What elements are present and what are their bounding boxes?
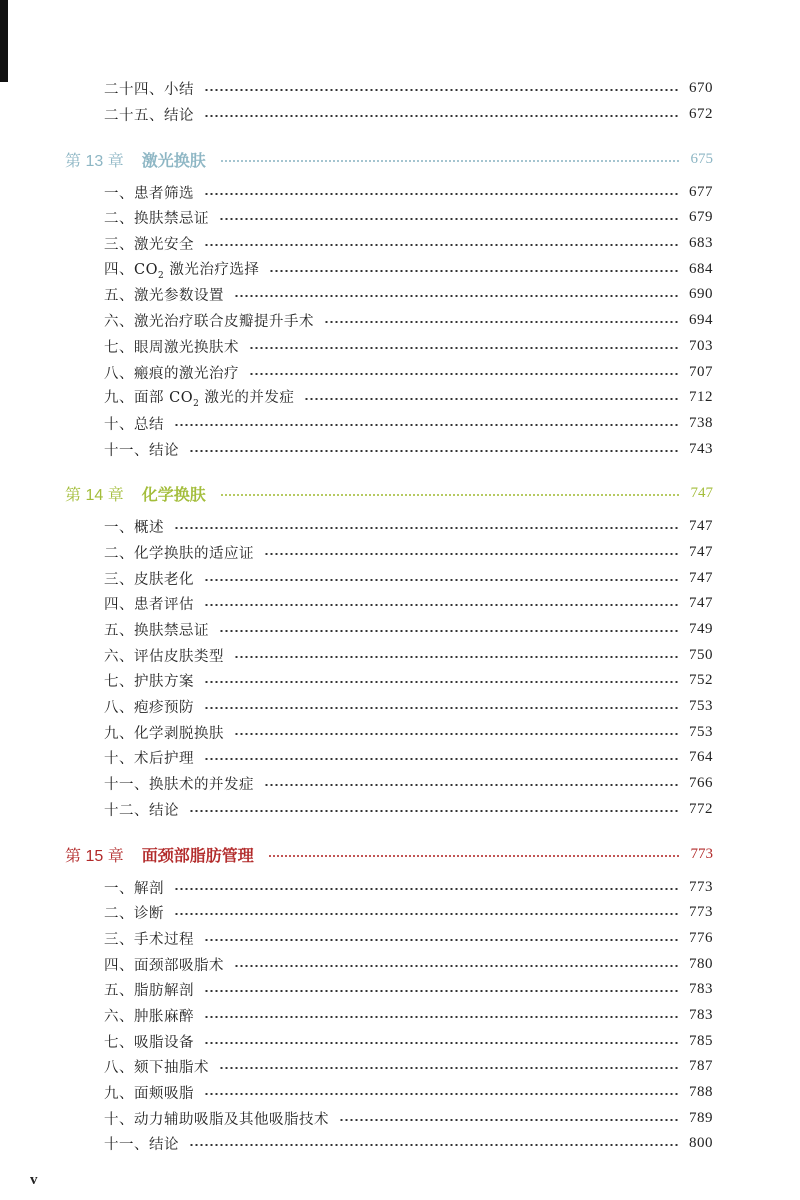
- toc-entry[interactable]: [104, 771, 713, 797]
- toc-entry-label: 五、换肤禁忌证: [104, 623, 209, 640]
- toc-entry-page: 683: [689, 235, 713, 252]
- dot-leader: [269, 270, 679, 272]
- toc-entry[interactable]: [104, 926, 713, 952]
- toc-entry-page: 788: [689, 1084, 713, 1101]
- toc-entry-label: 二、换肤禁忌证: [104, 211, 209, 228]
- toc-entry-label: 十、总结: [104, 416, 164, 433]
- chapter-title: 面颈部脂肪管理: [141, 845, 254, 865]
- toc-entry[interactable]: [104, 385, 713, 411]
- toc-entry[interactable]: [104, 977, 713, 1003]
- dot-leader: [189, 1144, 679, 1146]
- toc-entry[interactable]: [104, 411, 713, 437]
- toc-entry[interactable]: [104, 617, 713, 643]
- toc-entry-page: 764: [689, 749, 713, 766]
- toc-entry-page: 787: [689, 1058, 713, 1075]
- toc-entry-page: 747: [689, 543, 713, 560]
- toc-entry-page: 785: [689, 1032, 713, 1049]
- dot-leader: [204, 990, 679, 992]
- table-of-contents: [0, 76, 800, 1157]
- dot-leader: [264, 553, 679, 555]
- dot-leader: [174, 424, 679, 426]
- dot-leader: [264, 784, 679, 786]
- dot-leader: [249, 347, 679, 349]
- toc-entry-page: 747: [689, 569, 713, 586]
- toc-entry[interactable]: [104, 1028, 713, 1054]
- dot-leader: [204, 707, 679, 709]
- dot-leader: [204, 89, 679, 91]
- toc-entry[interactable]: [104, 256, 713, 282]
- dot-leader: [189, 450, 679, 452]
- toc-entry[interactable]: [104, 205, 713, 231]
- toc-entry-label: 二十五、结论: [104, 108, 194, 125]
- subscript: 2: [193, 399, 200, 410]
- toc-entry[interactable]: [104, 514, 713, 540]
- toc-entry-label: 五、激光参数设置: [104, 288, 224, 305]
- dot-leader: [234, 295, 679, 297]
- toc-entry-page: 743: [689, 440, 713, 457]
- dot-leader: [324, 321, 679, 323]
- toc-entry[interactable]: [104, 1131, 713, 1157]
- dot-leader: [204, 115, 679, 117]
- dot-leader: [219, 630, 679, 632]
- toc-entry[interactable]: [104, 231, 713, 257]
- toc-entry-page: 684: [689, 260, 713, 277]
- toc-entry[interactable]: [104, 951, 713, 977]
- chapter-number: 第 14 章: [65, 487, 124, 505]
- chapter-heading[interactable]: [65, 840, 713, 868]
- toc-entry[interactable]: [104, 874, 713, 900]
- toc-entry[interactable]: [104, 436, 713, 462]
- toc-entry-label: 九、面部 $CO_2$ 激光的并发症: [104, 390, 295, 410]
- toc-entry-label: 二、诊断: [104, 906, 164, 923]
- dot-leader: [219, 218, 679, 220]
- toc-entry[interactable]: [104, 282, 713, 308]
- subscript: 2: [157, 270, 165, 281]
- toc-entry-label: 十一、换肤术的并发症: [104, 777, 254, 794]
- toc-entry-label: 七、眼周激光换肤术: [104, 339, 239, 356]
- chapter-dot-leader: [220, 494, 681, 496]
- dot-leader: [204, 1093, 679, 1095]
- toc-entry[interactable]: [104, 179, 713, 205]
- toc-entry-page: 776: [689, 929, 713, 946]
- dot-leader: [204, 1042, 679, 1044]
- toc-entry-label: 七、护肤方案: [104, 674, 194, 691]
- dot-leader: [189, 810, 679, 812]
- dot-leader: [219, 1067, 679, 1069]
- toc-entry[interactable]: [104, 102, 713, 128]
- toc-entry-label: 八、瘢痕的激光治疗: [104, 365, 239, 382]
- toc-entry[interactable]: [104, 359, 713, 385]
- toc-entry-page: 800: [689, 1135, 713, 1152]
- toc-entry[interactable]: [104, 1080, 713, 1106]
- toc-entry-page: 747: [689, 595, 713, 612]
- page-edge-bar: [0, 0, 8, 82]
- dot-leader: [304, 398, 679, 400]
- toc-entry-label: 六、肿胀麻醉: [104, 1008, 194, 1025]
- toc-entry[interactable]: [104, 540, 713, 566]
- toc-entry-label: 十、动力辅助吸脂及其他吸脂技术: [104, 1111, 329, 1128]
- dot-leader: [204, 758, 679, 760]
- dot-leader: [339, 1119, 679, 1121]
- dot-leader: [204, 244, 679, 246]
- toc-entry-label: 六、评估皮肤类型: [104, 648, 224, 665]
- toc-entry-label: 七、吸脂设备: [104, 1034, 194, 1051]
- toc-entry-label: 十、术后护理: [104, 751, 194, 768]
- toc-entry-label: 九、化学剥脱换肤: [104, 725, 224, 742]
- toc-entry-label: 四、患者评估: [104, 597, 194, 614]
- toc-entry[interactable]: [104, 76, 713, 102]
- chapter-dot-leader: [220, 160, 681, 162]
- dot-leader: [204, 939, 679, 941]
- toc-entry-page: 690: [689, 286, 713, 303]
- toc-entry[interactable]: [104, 642, 713, 668]
- toc-entry-page: 783: [689, 1006, 713, 1023]
- chapter-page: 675: [690, 150, 713, 167]
- toc-entry-page: 749: [689, 621, 713, 638]
- dot-leader: [204, 604, 679, 606]
- chapter-title: 激光换肤: [141, 150, 206, 170]
- toc-entry-label: 一、概述: [104, 520, 164, 537]
- toc-entry-label: 二、化学换肤的适应证: [104, 545, 254, 562]
- toc-entry-page: 712: [689, 389, 713, 406]
- dot-leader: [204, 1016, 679, 1018]
- dot-leader: [234, 656, 679, 658]
- toc-entry-page: 703: [689, 337, 713, 354]
- toc-entry-page: 752: [689, 672, 713, 689]
- toc-entry-page: 772: [689, 800, 713, 817]
- toc-entry-label: 九、面颊吸脂: [104, 1086, 194, 1103]
- toc-entry[interactable]: [104, 745, 713, 771]
- chapter-number: 第 15 章: [65, 847, 124, 865]
- dot-leader: [204, 579, 679, 581]
- toc-entry-page: 679: [689, 209, 713, 226]
- toc-entry-page: 773: [689, 878, 713, 895]
- toc-entry-label: 二十四、小结: [104, 82, 194, 99]
- toc-entry-page: 677: [689, 183, 713, 200]
- toc-entry-label: 十一、结论: [104, 1137, 179, 1154]
- toc-entry-label: 四、$CO_2$ 激光治疗选择: [104, 261, 260, 281]
- toc-entry[interactable]: [104, 1054, 713, 1080]
- toc-entry-page: 670: [689, 80, 713, 97]
- toc-entry-label: 十二、结论: [104, 802, 179, 819]
- toc-entry-label: 三、手术过程: [104, 931, 194, 948]
- toc-entry-label: 八、颏下抽脂术: [104, 1060, 209, 1077]
- toc-entry-page: 672: [689, 106, 713, 123]
- toc-entry[interactable]: [104, 308, 713, 334]
- toc-entry-page: 766: [689, 775, 713, 792]
- toc-entry[interactable]: [104, 719, 713, 745]
- dot-leader: [234, 733, 679, 735]
- page-number: v: [30, 1172, 38, 1188]
- toc-entry-label: 十一、结论: [104, 442, 179, 459]
- toc-entry-page: 707: [689, 363, 713, 380]
- toc-entry-label: 四、面颈部吸脂术: [104, 957, 224, 974]
- toc-entry[interactable]: [104, 334, 713, 360]
- toc-entry-page: 750: [689, 646, 713, 663]
- toc-entry[interactable]: [104, 591, 713, 617]
- toc-entry[interactable]: [104, 1003, 713, 1029]
- toc-entry-page: 738: [689, 414, 713, 431]
- chapter-page: 747: [690, 485, 713, 502]
- toc-entry-label: 一、解剖: [104, 880, 164, 897]
- toc-entry-page: 783: [689, 981, 713, 998]
- toc-entry[interactable]: [104, 1105, 713, 1131]
- toc-entry-page: 753: [689, 723, 713, 740]
- toc-entry-page: 789: [689, 1109, 713, 1126]
- dot-leader: [204, 681, 679, 683]
- toc-entry[interactable]: [104, 694, 713, 720]
- chapter-page: 773: [690, 845, 713, 862]
- toc-entry-page: 753: [689, 698, 713, 715]
- toc-entry[interactable]: [104, 565, 713, 591]
- toc-entry[interactable]: [104, 900, 713, 926]
- chapter-heading[interactable]: [65, 480, 713, 508]
- dot-leader: [234, 965, 679, 967]
- dot-leader: [174, 527, 679, 529]
- toc-entry-label: 八、疱疹预防: [104, 700, 194, 717]
- chapter-title: 化学换肤: [141, 485, 206, 505]
- toc-entry[interactable]: [104, 668, 713, 694]
- toc-entry-page: 773: [689, 904, 713, 921]
- toc-entry-page: 747: [689, 518, 713, 535]
- toc-entry[interactable]: [104, 797, 713, 823]
- chapter-number: 第 13 章: [65, 152, 124, 170]
- toc-entry-label: 五、脂肪解剖: [104, 983, 194, 1000]
- dot-leader: [249, 373, 679, 375]
- toc-entry-page: 780: [689, 955, 713, 972]
- dot-leader: [204, 193, 679, 195]
- chapter-heading[interactable]: [65, 145, 713, 173]
- toc-entry-label: 一、患者筛选: [104, 185, 194, 202]
- toc-entry-page: 694: [689, 312, 713, 329]
- dot-leader: [174, 913, 679, 915]
- toc-entry-label: 三、皮肤老化: [104, 571, 194, 588]
- toc-entry-label: 六、激光治疗联合皮瓣提升手术: [104, 314, 314, 331]
- chapter-dot-leader: [268, 855, 681, 857]
- toc-entry-label: 三、激光安全: [104, 237, 194, 254]
- dot-leader: [174, 888, 679, 890]
